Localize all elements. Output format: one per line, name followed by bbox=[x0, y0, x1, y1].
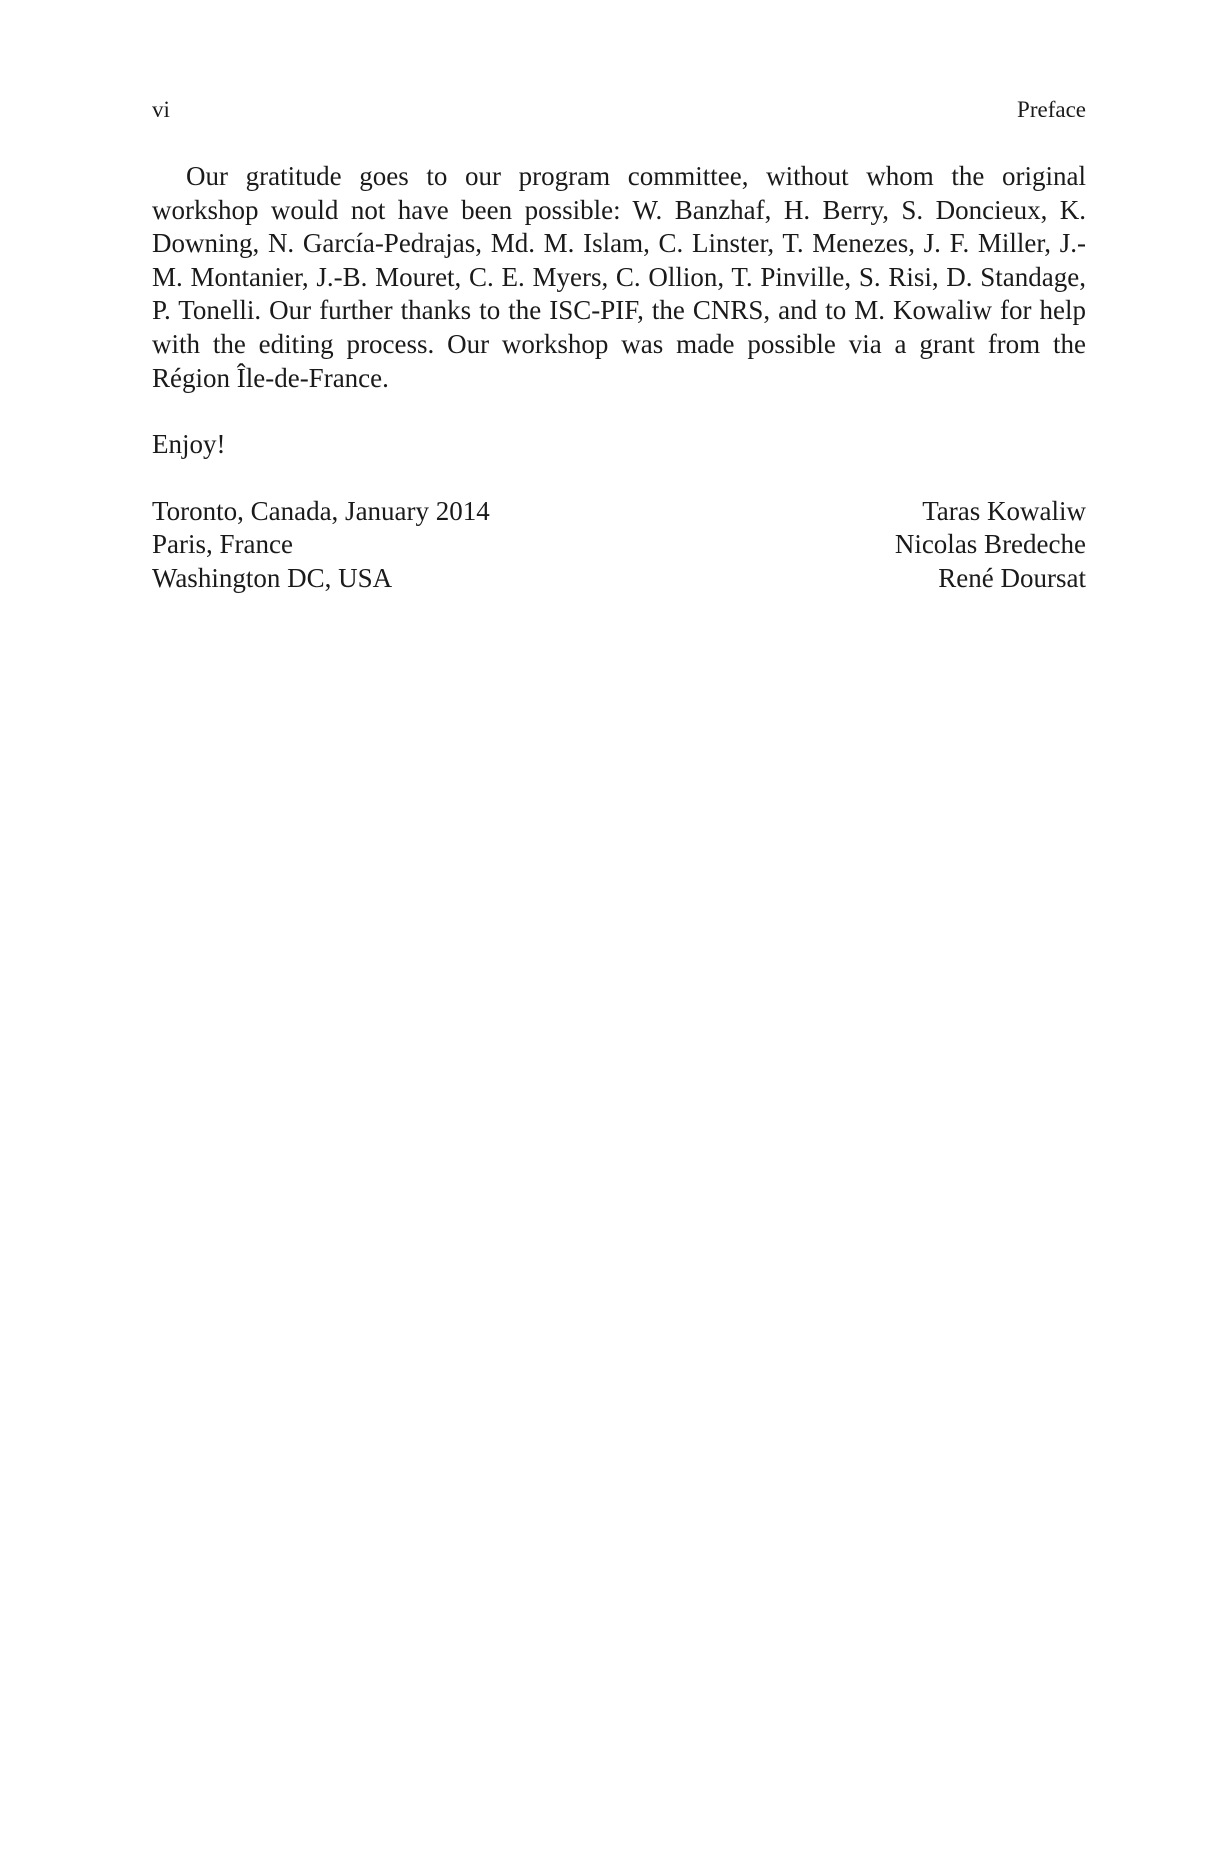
acknowledgement-paragraph: Our gratitude goes to our program committee, without whom the original workshop would not have been possible: W. Banzhaf, H. Berry, S. Doncieux, K. Downing, N. García-Pedrajas, Md. M. Islam, C. Linster, T. Menezes, J. F. Miller, J.-M. Montanier, J.-B. Mouret, C. E. Myers, C. Ollion, T. Pinville, S. Risi, D. Standage, P. Tonelli. Our further thanks to the ISC-PIF, the CNRS, and to M. Kowaliw for help with the editing process. Our workshop was made possible via a grant from the Région Île-de-France. bbox=[152, 161, 1086, 393]
signature-places bbox=[152, 495, 490, 596]
signature-place: Washington DC, USA bbox=[152, 562, 393, 593]
document-page bbox=[152, 96, 1086, 596]
signature-name: Taras Kowaliw bbox=[922, 495, 1086, 526]
signature-place: Toronto, Canada, January 2014 bbox=[152, 495, 490, 526]
signature-name: Nicolas Bredeche bbox=[894, 529, 1086, 560]
section-title: Preface bbox=[1017, 97, 1086, 122]
signature-block bbox=[152, 495, 1086, 596]
signature-names bbox=[895, 495, 1086, 596]
signature-name: René Doursat bbox=[938, 562, 1086, 593]
running-head bbox=[152, 96, 1086, 124]
closing-line: Enjoy! bbox=[152, 429, 226, 460]
page-number: vi bbox=[152, 97, 170, 122]
signature-place: Paris, France bbox=[152, 529, 293, 560]
